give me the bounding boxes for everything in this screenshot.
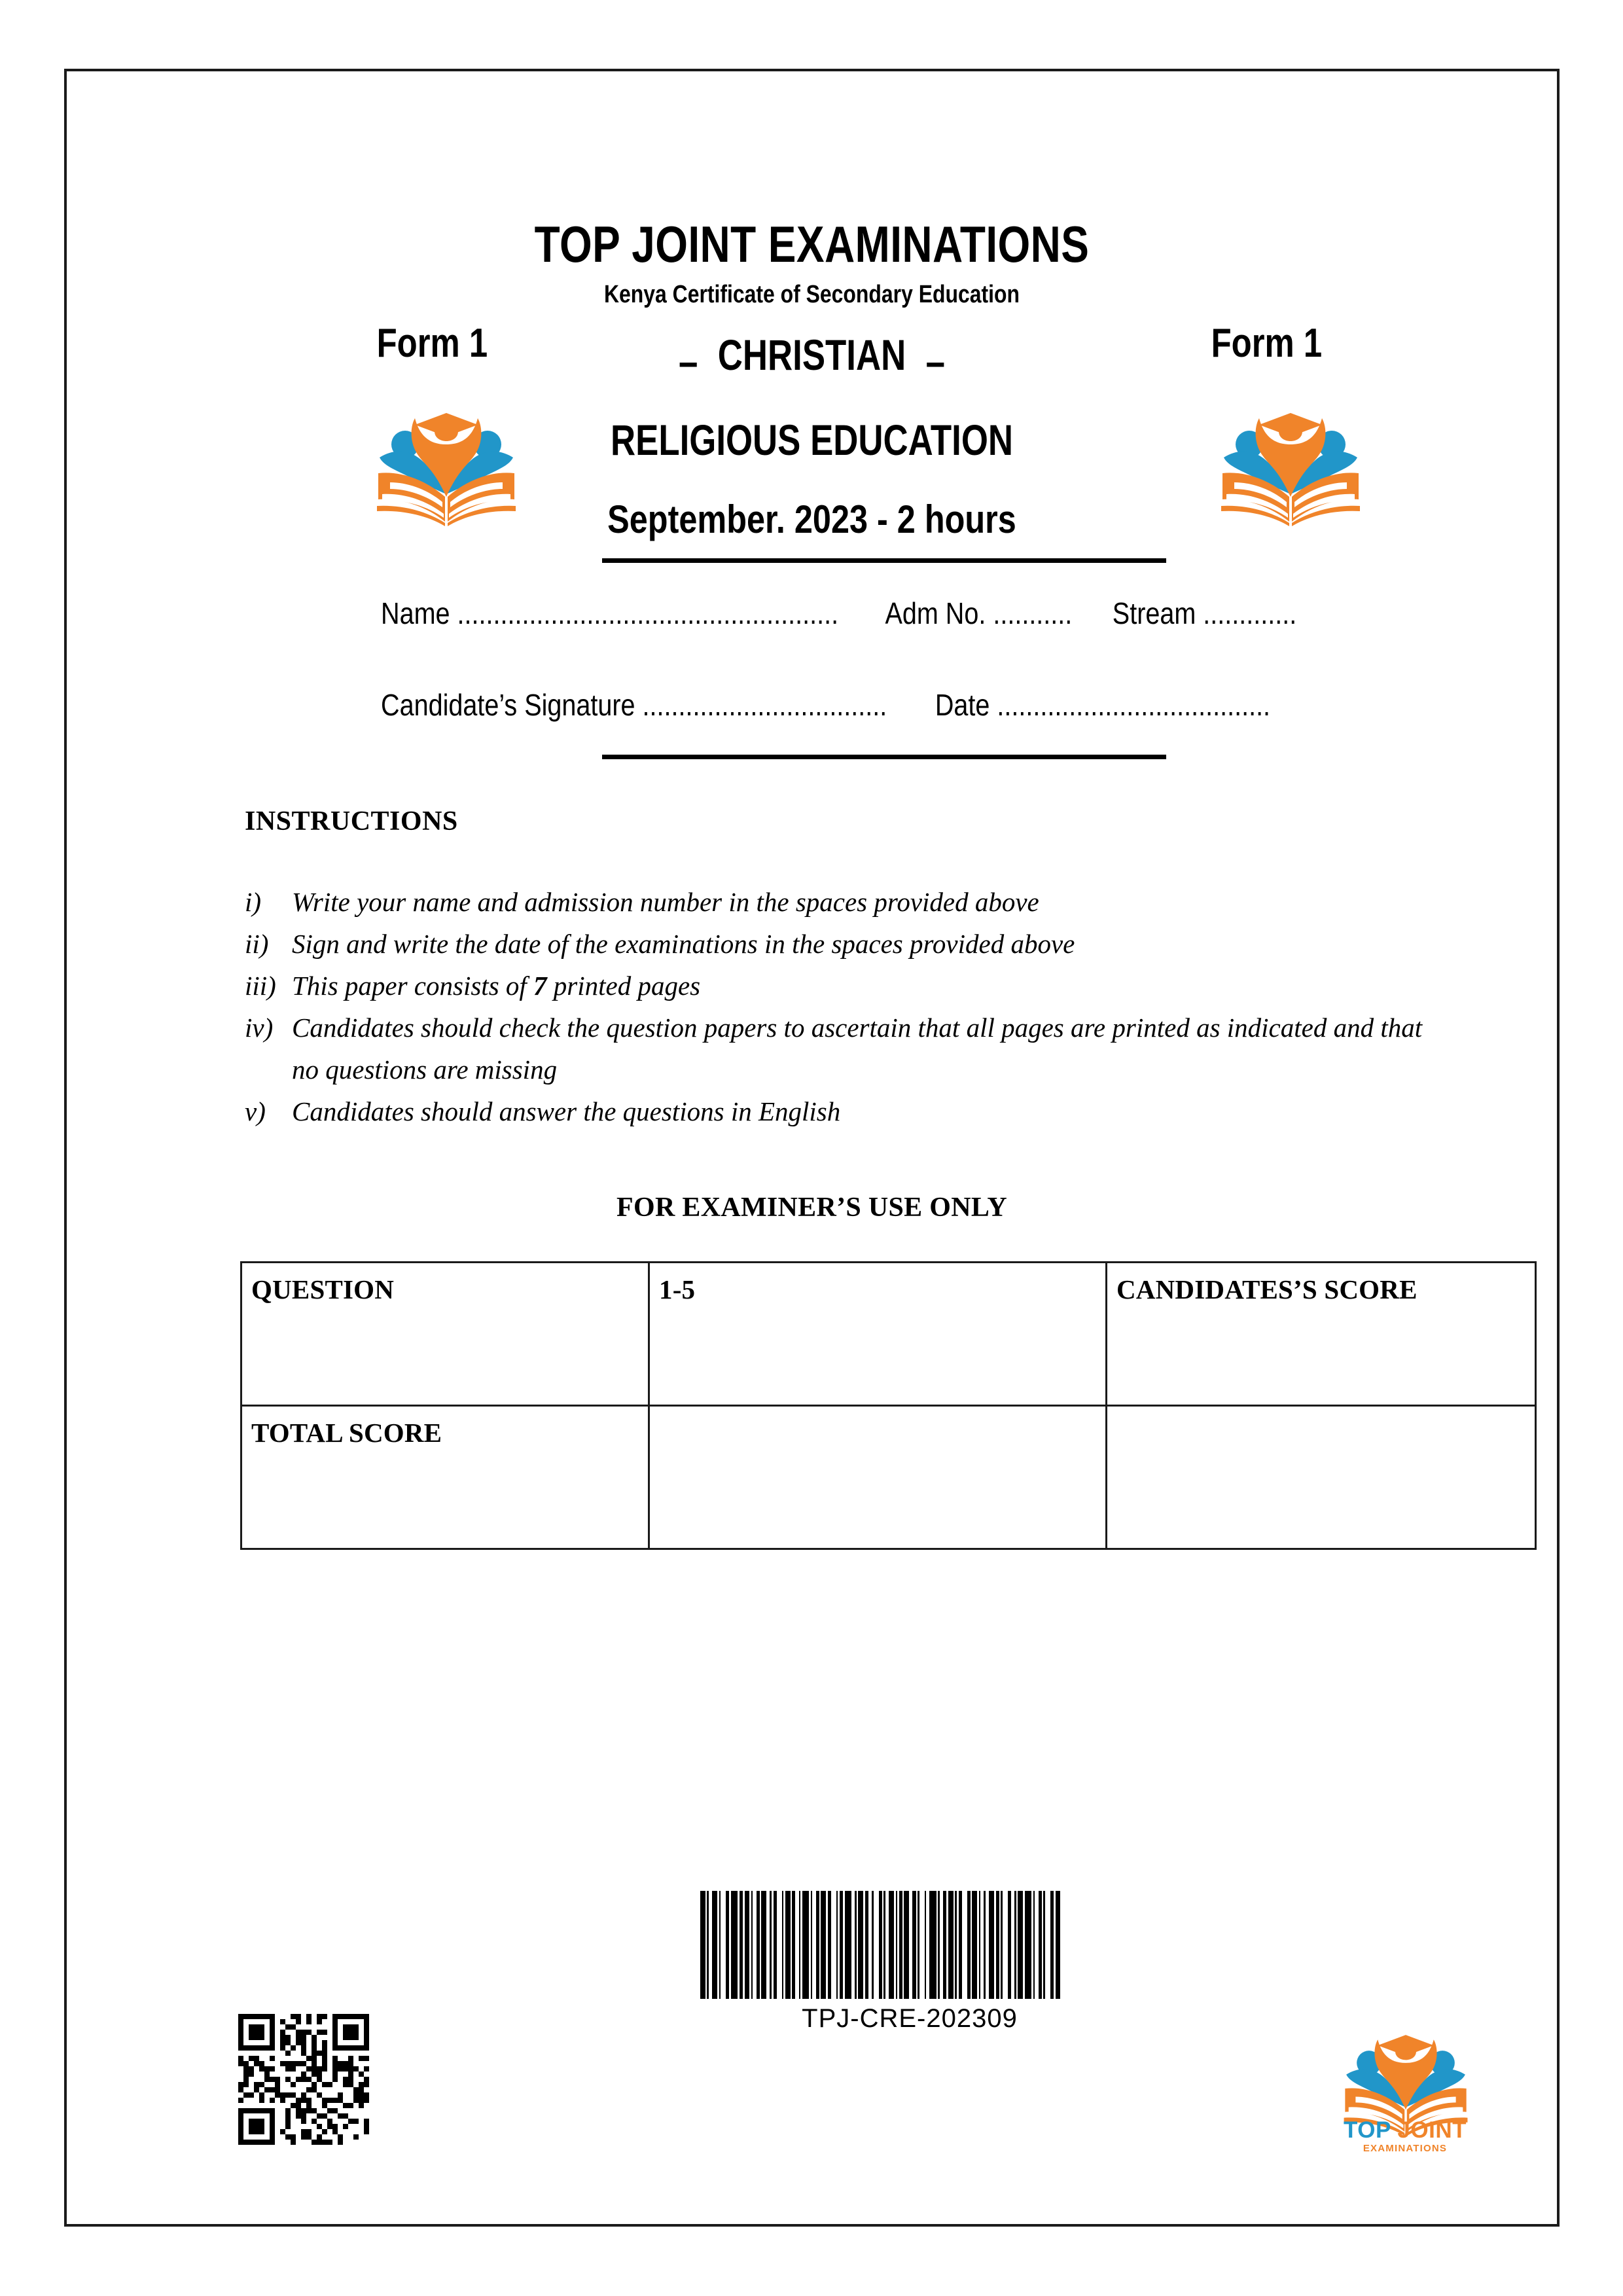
instruction-marker: v) [245, 1096, 266, 1126]
cell-total-score-label: TOTAL SCORE [241, 1406, 649, 1549]
name-label: Name [381, 596, 450, 630]
printed-pages-count: 7 [533, 970, 547, 1001]
instruction-text: Candidates should check the question papers to ascertain that all pages are printed as indicated and that no questions are missing [292, 1012, 1423, 1085]
signature-input-line[interactable]: .................................. [642, 688, 887, 722]
instructions-list [245, 882, 1442, 1133]
top-joint-logo-right [1219, 384, 1363, 527]
adm-no-input-line[interactable]: ........... [993, 596, 1073, 630]
candidate-signature-row [381, 690, 1270, 720]
barcode-caption: TPJ-CRE-202309 [802, 2004, 1018, 2033]
table-row [241, 1406, 1536, 1549]
header-rule-bottom [602, 755, 1166, 759]
cell-question-label: QUESTION [241, 1263, 649, 1406]
instruction-item [245, 882, 1442, 924]
instruction-item [245, 1007, 1442, 1091]
instruction-marker: iv) [245, 1012, 274, 1043]
instruction-text: Candidates should answer the questions in English [292, 1096, 841, 1126]
table-row [241, 1263, 1536, 1406]
adm-no-label: Adm No. [885, 596, 986, 630]
signature-label: Candidate’s Signature [381, 688, 635, 722]
barcode [700, 1891, 1119, 2034]
cell-candidates-score-label: CANDIDATES’S SCORE [1107, 1263, 1536, 1406]
dash-right: – [925, 337, 945, 386]
stream-input-line[interactable]: ............. [1203, 596, 1297, 630]
exam-title: TOP JOINT EXAMINATIONS [534, 215, 1090, 273]
candidate-name-row [381, 598, 1296, 628]
instruction-marker: iii) [245, 970, 276, 1001]
instruction-item [245, 1091, 1442, 1133]
instructions-heading: INSTRUCTIONS [245, 806, 458, 836]
form-level-left: Form 1 [376, 321, 488, 366]
barcode-bars [700, 1891, 1119, 1999]
cell-total-range-blank[interactable] [649, 1406, 1107, 1549]
name-input-line[interactable]: ..................................................... [457, 596, 839, 630]
examiner-use-heading: FOR EXAMINER’S USE ONLY [616, 1193, 1007, 1223]
brand-wordmark [1310, 2119, 1500, 2153]
exam-subtitle: Kenya Certificate of Secondary Education [603, 281, 1020, 308]
page-border [64, 69, 1560, 2227]
instruction-text-before: This paper consists of [292, 970, 534, 1001]
form-level-right: Form 1 [1211, 321, 1323, 366]
instruction-text: Sign and write the date of the examinations in the spaces provided above [292, 928, 1075, 959]
brand-word-examinations: EXAMINATIONS [1363, 2143, 1448, 2154]
brand-word-joint: JOINT [1397, 2117, 1467, 2143]
qr-code [238, 2014, 369, 2145]
instruction-marker: i) [245, 887, 262, 917]
exam-header [67, 71, 1557, 722]
header-rule-top [602, 558, 1166, 563]
qr-code-grid [238, 2014, 369, 2145]
instruction-marker: ii) [245, 928, 269, 959]
top-joint-logo-left [374, 384, 518, 527]
cell-question-range: 1-5 [649, 1263, 1107, 1406]
instruction-item [245, 924, 1442, 965]
cell-total-score-blank[interactable] [1107, 1406, 1536, 1549]
date-label: Date [935, 688, 990, 722]
instruction-text [292, 965, 1442, 1007]
instruction-text-after: printed pages [546, 970, 701, 1001]
instruction-item [245, 965, 1442, 1007]
exam-date-duration: September. 2023 - 2 hours [607, 497, 1016, 541]
date-input-line[interactable]: ...................................... [997, 688, 1271, 722]
subject-word: CHRISTIAN [717, 331, 906, 379]
subject-line-secondary: RELIGIOUS EDUCATION [610, 416, 1014, 464]
instruction-text: Write your name and admission number in the spaces provided above [292, 887, 1039, 917]
stream-label: Stream [1112, 596, 1196, 630]
subject-line-primary [216, 331, 1408, 386]
dash-left: – [678, 337, 698, 386]
brand-word-top: TOP [1344, 2117, 1391, 2143]
examiner-score-table [240, 1261, 1537, 1550]
